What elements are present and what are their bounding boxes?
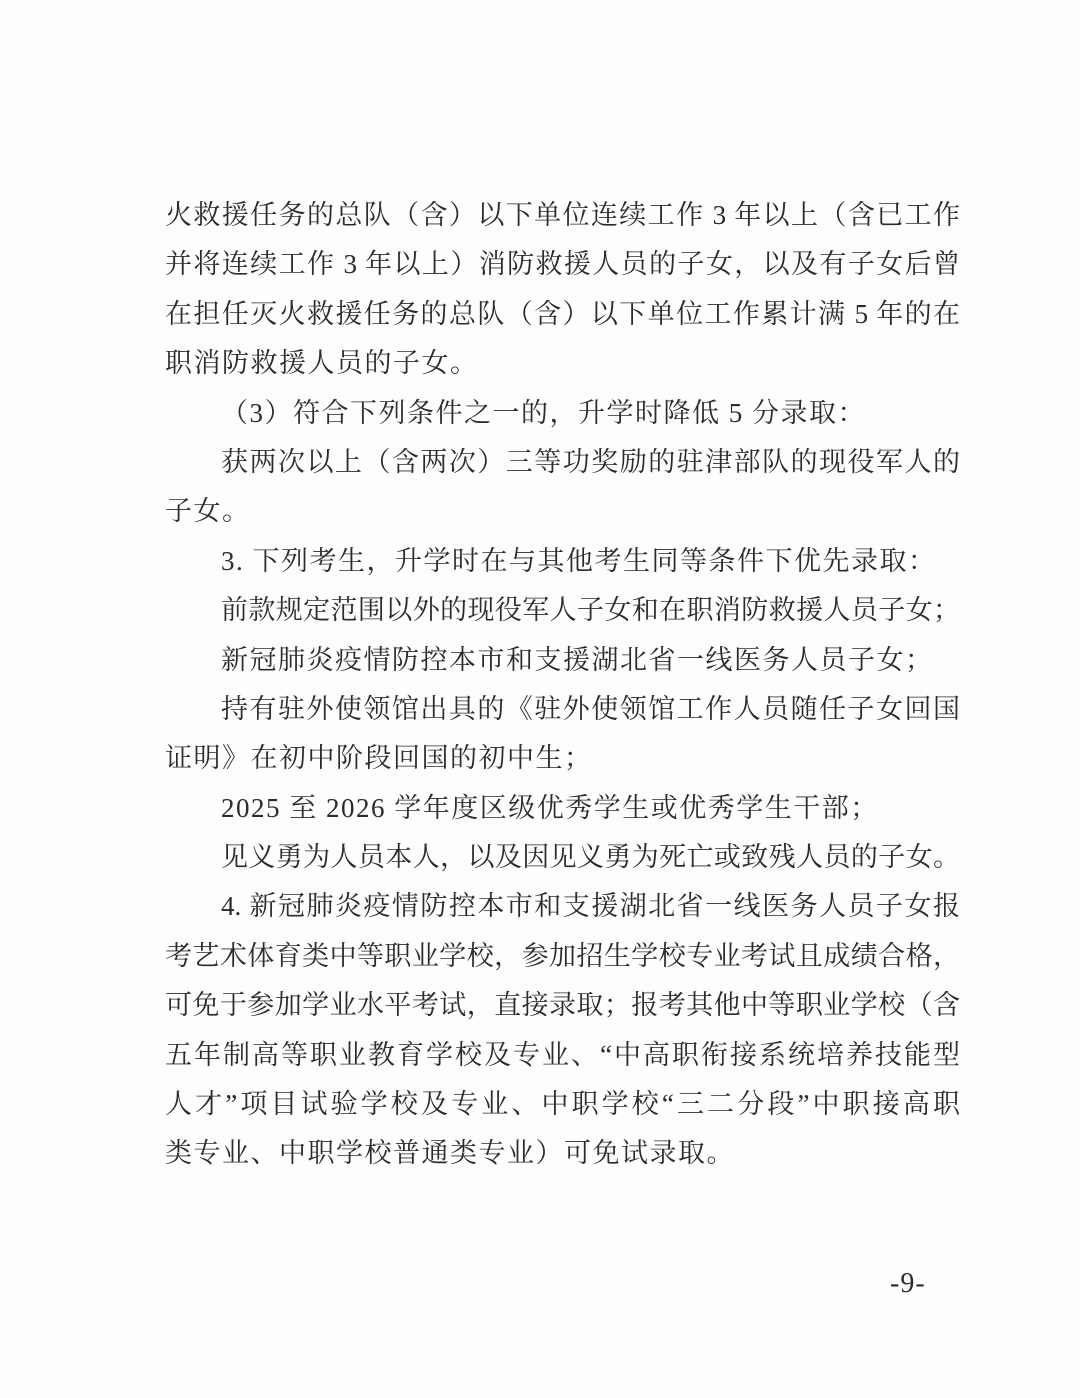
text-line: 职消防救援人员的子女。 [165, 348, 479, 379]
text-line: 见义勇为人员本人，以及因见义勇为死亡或致残人员的子女。 [221, 842, 960, 873]
text-line: 新冠肺炎疫情防控本市和支援湖北省一线医务人员子女； [221, 644, 934, 675]
text-line: 获两次以上（含两次）三等功奖励的驻津部队的现役军人的 [221, 446, 960, 477]
text-line: 可免于参加学业水平考试，直接录取；报考其他中等职业学校（含 [165, 990, 960, 1021]
text-line: 人才”项目试验学校及专业、中职学校“三二分段”中职接高职 [165, 1089, 960, 1120]
text-line: 子女。 [165, 496, 251, 527]
text-line: 类专业、中职学校普通类专业）可免试录取。 [165, 1138, 735, 1169]
text-line: 前款规定范围以外的现役军人子女和在职消防救援人员子女； [221, 595, 960, 626]
text-line: 并将连续工作 3 年以上）消防救援人员的子女，以及有子女后曾 [165, 249, 960, 280]
text-line: 火救援任务的总队（含）以下单位连续工作 3 年以上（含已工作 [165, 200, 960, 230]
text-line: 4. 新冠肺炎疫情防控本市和支援湖北省一线医务人员子女报 [221, 891, 960, 922]
text-line: （3）符合下列条件之一的，升学时降低 5 分录取： [221, 397, 866, 428]
text-line: 考艺术体育类中等职业学校，参加招生学校专业考试且成绩合格， [165, 940, 960, 971]
document-body [165, 191, 960, 1179]
text-line: 在担任灭火救援任务的总队（含）以下单位工作累计满 5 年的在 [165, 298, 960, 329]
text-line: 证明》在初中阶段回国的初中生； [165, 743, 593, 774]
text-line: 持有驻外使领馆出具的《驻外使领馆工作人员随任子女回国 [221, 693, 960, 724]
page-number: -9- [890, 1268, 926, 1299]
text-line: 3. 下列考生，升学时在与其他考生同等条件下优先录取： [221, 545, 937, 576]
text-line: 五年制高等职业教育学校及专业、“中高职衔接系统培养技能型 [165, 1039, 960, 1070]
text-line: 2025 至 2026 学年度区级优秀学生或优秀学生干部； [221, 792, 879, 823]
